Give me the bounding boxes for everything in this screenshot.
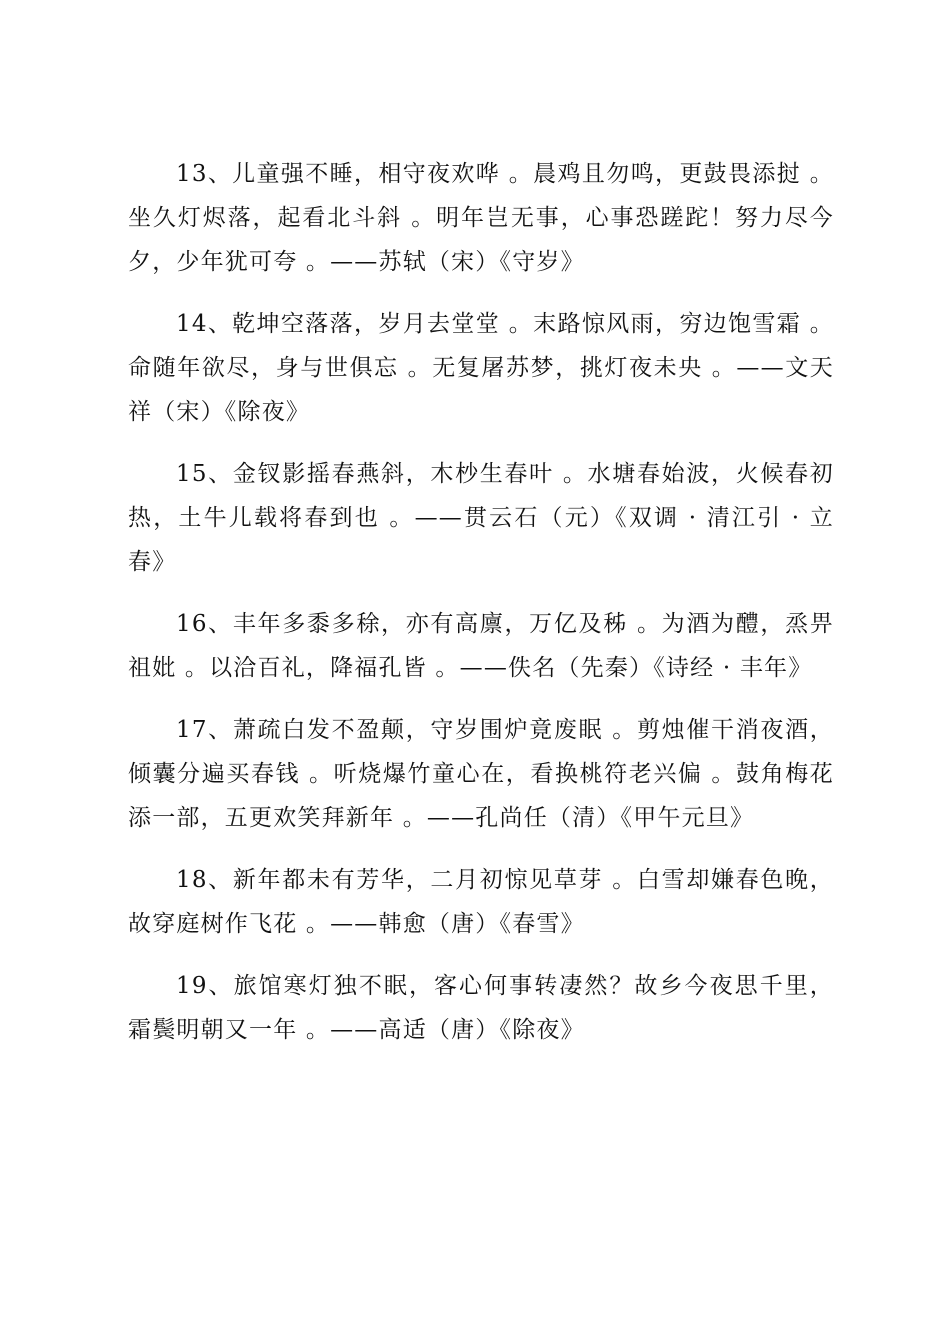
poem-paragraph-18: 18、新年都未有芳华，二月初惊见草芽 。白雪却嫌春色晚，故穿庭树作飞花 。——韩愈（唐）《春雪》 xyxy=(128,867,834,937)
poem-paragraph-16: 16、丰年多黍多稌，亦有高廪，万亿及秭 。为酒为醴，烝畀祖妣 。以洽百礼，降福孔皆 。——佚名（先秦）《诗经 · 丰年》 xyxy=(128,611,834,681)
poem-list xyxy=(128,152,834,1052)
poem-paragraph-13: 13、儿童强不睡，相守夜欢哗 。晨鸡且勿鸣，更鼓畏添挝 。坐久灯烬落，起看北斗斜 。明年岂无事，心事恐蹉跎！努力尽今夕，少年犹可夸 。——苏轼（宋）《守岁》 xyxy=(128,161,834,275)
poem-paragraph-19: 19、旅馆寒灯独不眠，客心何事转凄然？故乡今夜思千里，霜鬓明朝又一年 。——高适（唐）《除夜》 xyxy=(128,973,834,1043)
poem-paragraph-17: 17、萧疏白发不盈颠，守岁围炉竟废眠 。剪烛催干消夜酒，倾囊分遍买春钱 。听烧爆竹童心在，看换桃符老兴偏 。鼓角梅花添一部，五更欢笑拜新年 。——孔尚任（清）《甲午元旦》 xyxy=(128,717,834,831)
poem-paragraph-14: 14、乾坤空落落，岁月去堂堂 。末路惊风雨，穷边饱雪霜 。命随年欲尽，身与世俱忘 。无复屠苏梦，挑灯夜未央 。——文天祥（宋）《除夜》 xyxy=(128,311,834,425)
poem-paragraph-15: 15、金钗影摇春燕斜，木杪生春叶 。水塘春始波，火候春初热，土牛儿载将春到也 。——贯云石（元）《双调 · 清江引 · 立春》 xyxy=(128,461,834,575)
